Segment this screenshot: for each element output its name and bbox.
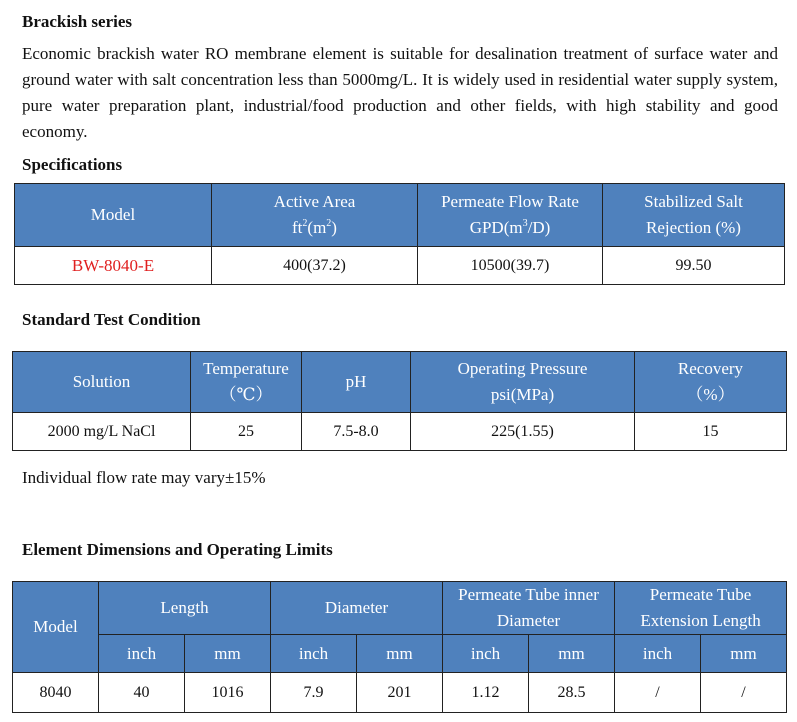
header-temperature-line1: Temperature: [203, 359, 289, 378]
specifications-table: [14, 183, 785, 285]
header-tube-inner-line1: Permeate Tube inner: [458, 585, 599, 604]
table-row: [13, 673, 787, 713]
header-salt-rejection-line2: Rejection (%): [646, 218, 741, 237]
cell-length-inch: 40: [99, 673, 185, 713]
unit-length-mm: mm: [185, 635, 271, 673]
table-row: [13, 413, 787, 451]
cell-operating-pressure: 225(1.55): [411, 413, 635, 451]
cell-tube-ext-inch: /: [615, 673, 701, 713]
header-pressure-line1: Operating Pressure: [457, 359, 588, 378]
section-title-dimensions: Element Dimensions and Operating Limits: [22, 540, 333, 559]
cell-recovery: 15: [635, 413, 787, 451]
header-permeate-tube-inner-diameter: [443, 582, 615, 635]
header-model: Model: [15, 184, 212, 247]
unit-length-inch: inch: [99, 635, 185, 673]
unit-tube-inner-inch: inch: [443, 635, 529, 673]
dimensions-table: [12, 581, 787, 713]
flow-rate-note: Individual flow rate may vary±15%: [22, 468, 266, 487]
cell-temperature: 25: [191, 413, 302, 451]
test-condition-header-row: [13, 352, 787, 413]
header-recovery: [635, 352, 787, 413]
unit-tube-inner-mm: mm: [529, 635, 615, 673]
header-length: Length: [99, 582, 271, 635]
header-recovery-line2: （%）: [686, 385, 735, 404]
header-solution: Solution: [13, 352, 191, 413]
header-temperature: [191, 352, 302, 413]
cell-solution: 2000 mg/L NaCl: [13, 413, 191, 451]
cell-permeate-flow: 10500(39.7): [418, 247, 603, 285]
header-active-area-unit: $ft^2(m^2)$: [292, 218, 337, 237]
header-permeate-tube-extension-length: [615, 582, 787, 635]
cell-active-area: 400(37.2): [212, 247, 418, 285]
header-tube-inner-line2: Diameter: [496, 611, 561, 630]
specifications-header-row: [15, 184, 785, 247]
header-pressure-line2: psi(MPa): [490, 385, 555, 404]
cell-length-mm: 1016: [185, 673, 271, 713]
header-permeate-flow-unit: $GPD(m^3/D)$: [469, 218, 551, 237]
cell-diameter-inch: 7.9: [271, 673, 357, 713]
header-permeate-flow-label: Permeate Flow Rate: [441, 192, 579, 211]
unit-tube-ext-mm: mm: [701, 635, 787, 673]
header-recovery-line1: Recovery: [677, 359, 744, 378]
cell-tube-inner-mm: 28.5: [529, 673, 615, 713]
header-temperature-line2: （℃）: [219, 385, 273, 404]
dimensions-header-row: [13, 582, 787, 635]
header-operating-pressure: [411, 352, 635, 413]
cell-ph: 7.5-8.0: [302, 413, 411, 451]
header-salt-rejection: [603, 184, 785, 247]
unit-diameter-mm: mm: [357, 635, 443, 673]
cell-tube-inner-inch: 1.12: [443, 673, 529, 713]
description-paragraph: Economic brackish water RO membrane element is suitable for desalination treatment of surface water and ground water with salt concentration less than 5000mg/L. It is widely used in residential water supply system, pure water preparation plant, industrial/food production and other fields, with high stability and good economy.: [22, 44, 778, 141]
test-condition-table: [12, 351, 787, 451]
cell-tube-ext-mm: /: [701, 673, 787, 713]
section-title-test-condition: Standard Test Condition: [22, 310, 201, 329]
cell-salt-rejection: 99.50: [603, 247, 785, 285]
cell-model: 8040: [13, 673, 99, 713]
cell-diameter-mm: 201: [357, 673, 443, 713]
dimensions-unit-row: [13, 635, 787, 673]
table-row: [15, 247, 785, 285]
header-salt-rejection-line1: Stabilized Salt: [644, 192, 743, 211]
unit-diameter-inch: inch: [271, 635, 357, 673]
header-model: Model: [13, 582, 99, 673]
header-active-area: [212, 184, 418, 247]
header-permeate-flow: [418, 184, 603, 247]
unit-tube-ext-inch: inch: [615, 635, 701, 673]
section-title-brackish-series: Brackish series: [22, 12, 133, 31]
header-tube-ext-line2: Extension Length: [640, 611, 761, 630]
header-ph: pH: [302, 352, 411, 413]
header-active-area-label: Active Area: [273, 192, 356, 211]
header-tube-ext-line1: Permeate Tube: [649, 585, 752, 604]
section-title-specifications: Specifications: [22, 155, 123, 174]
cell-model: BW-8040-E: [15, 247, 212, 285]
header-diameter: Diameter: [271, 582, 443, 635]
